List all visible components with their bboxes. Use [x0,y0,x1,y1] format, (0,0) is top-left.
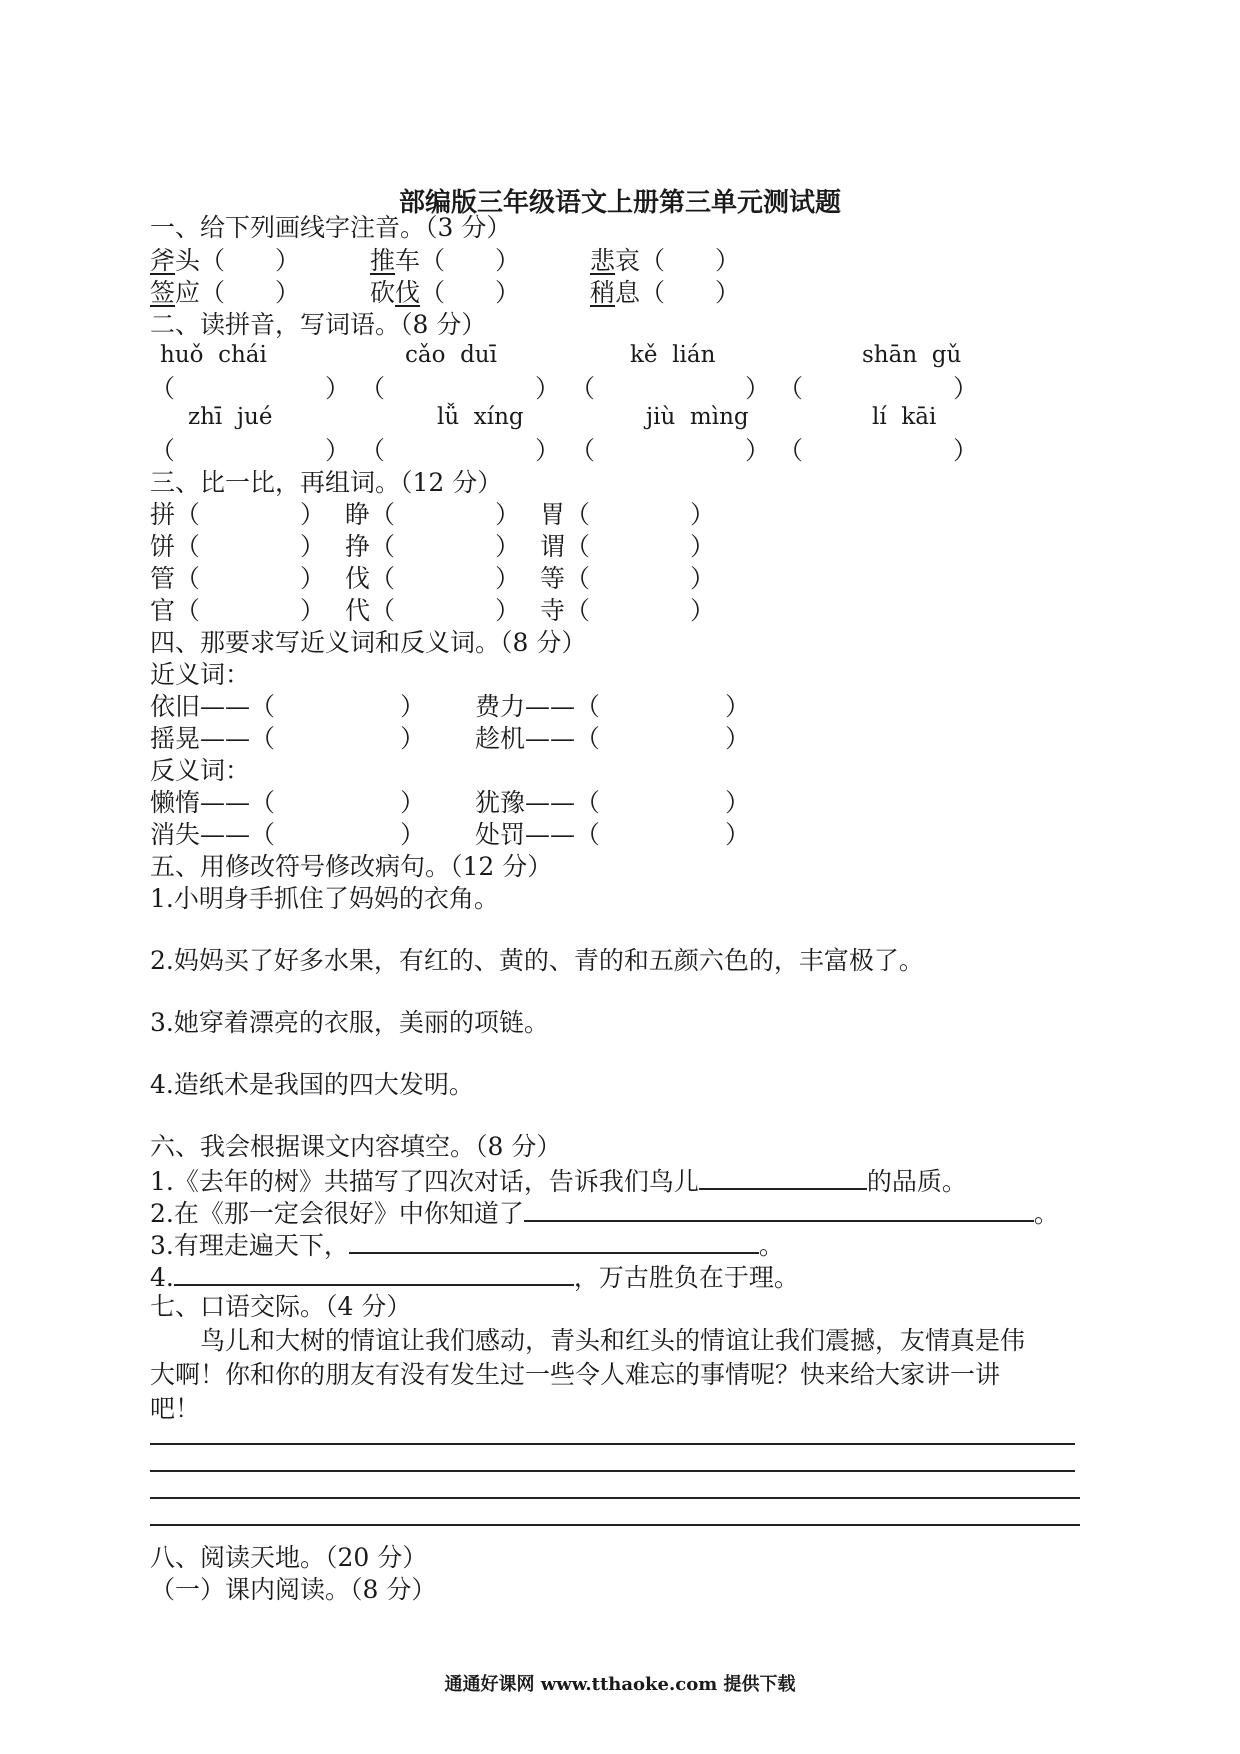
compare-item: 拼（ ） [150,500,326,529]
pinyin-item: 推车（ ） [370,246,521,275]
answer-bracket: （ ） [360,436,561,465]
synonym-item: 费力——（ ） [475,692,751,721]
sentence-item: 2.妈妈买了好多水果，有红的、黄的、青的和五颜六色的，丰富极了。 [150,946,924,975]
section-2-heading: 二、读拼音，写词语。（8 分） [150,310,487,339]
synonym-label: 近义词： [150,660,251,689]
pinyin-word: kě lián [630,342,716,368]
section-3-heading: 三、比一比，再组词。（12 分） [150,468,503,497]
compare-item: 等（ ） [540,564,716,593]
section-7-heading: 七、口语交际。（4 分） [150,1292,412,1321]
pinyin-word: lí kāi [872,404,937,430]
writing-line [150,1470,1075,1472]
pinyin-word: jiù mìng [646,404,749,430]
answer-bracket: （ ） [150,374,351,403]
compare-item: 伐（ ） [345,564,521,593]
paragraph-line: 鸟儿和大树的情谊让我们感动，青头和红头的情谊让我们震撼，友情真是伟 [150,1326,1026,1355]
pinyin-item: 斧头（ ） [150,246,301,275]
page-footer: 通通好课网 www.tthaoke.com 提供下载 [444,1674,796,1695]
answer-bracket: （ ） [778,374,979,403]
pinyin-item: 砍伐（ ） [370,278,521,307]
pinyin-word: shān gǔ [862,342,962,368]
writing-line [150,1443,1075,1445]
sentence-item: 3.她穿着漂亮的衣服，美丽的项链。 [150,1008,549,1037]
section-5-heading: 五、用修改符号修改病句。（12 分） [150,852,553,881]
antonym-item: 消失——（ ） [150,820,426,849]
paragraph-line: 吧！ [150,1394,201,1423]
compare-item: 谓（ ） [540,532,716,561]
antonym-item: 处罚——（ ） [475,820,751,849]
antonym-label: 反义词： [150,756,251,785]
writing-line [150,1497,1080,1499]
pinyin-item: 悲哀（ ） [590,246,741,275]
sentence-item: 4.造纸术是我国的四大发明。 [150,1070,474,1099]
antonym-item: 犹豫——（ ） [475,788,751,817]
page-title: 部编版三年级语文上册第三单元测试题 [398,188,841,218]
compare-item: 代（ ） [345,596,521,625]
synonym-item: 趁机——（ ） [475,724,751,753]
section-1-heading: 一、给下列画线字注音。（3 分） [150,213,512,242]
pinyin-word: lǚ xíng [437,404,524,430]
sentence-item: 1.小明身手抓住了妈妈的衣角。 [150,884,499,913]
synonym-item: 依旧——（ ） [150,692,426,721]
fill-line-1: 1.《去年的树》共描写了四次对话，告诉我们鸟儿 的品质。 [150,1167,967,1196]
synonym-item: 摇晃——（ ） [150,724,426,753]
section-8-subheading: （一）课内阅读。（8 分） [150,1575,437,1604]
fill-line-3: 3.有理走遍天下， 。 [150,1231,784,1260]
pinyin-item: 稍息（ ） [590,278,741,307]
paragraph-line: 大啊！你和你的朋友有没有发生过一些令人难忘的事情呢？快来给大家讲一讲 [150,1360,1001,1389]
fill-line-4: 4. ，万古胜负在于理。 [150,1263,799,1292]
compare-item: 管（ ） [150,564,326,593]
fill-line-2: 2.在《那一定会很好》中你知道了 。 [150,1199,1059,1228]
answer-bracket: （ ） [360,374,561,403]
answer-bracket: （ ） [778,436,979,465]
antonym-item: 懒惰——（ ） [150,788,426,817]
compare-item: 饼（ ） [150,532,326,561]
pinyin-word: zhī jué [188,404,273,430]
compare-item: 睁（ ） [345,500,521,529]
compare-item: 胃（ ） [540,500,716,529]
compare-item: 官（ ） [150,596,326,625]
pinyin-word: cǎo duī [405,342,497,368]
compare-item: 寺（ ） [540,596,716,625]
answer-bracket: （ ） [570,436,771,465]
section-4-heading: 四、那要求写近义词和反义词。（8 分） [150,628,587,657]
answer-bracket: （ ） [570,374,771,403]
section-8-heading: 八、阅读天地。（20 分） [150,1543,428,1572]
pinyin-item: 签应（ ） [150,278,301,307]
pinyin-word: huǒ chái [160,342,267,368]
section-6-heading: 六、我会根据课文内容填空。（8 分） [150,1132,562,1161]
writing-line [150,1524,1080,1526]
compare-item: 挣（ ） [345,532,521,561]
answer-bracket: （ ） [150,436,351,465]
